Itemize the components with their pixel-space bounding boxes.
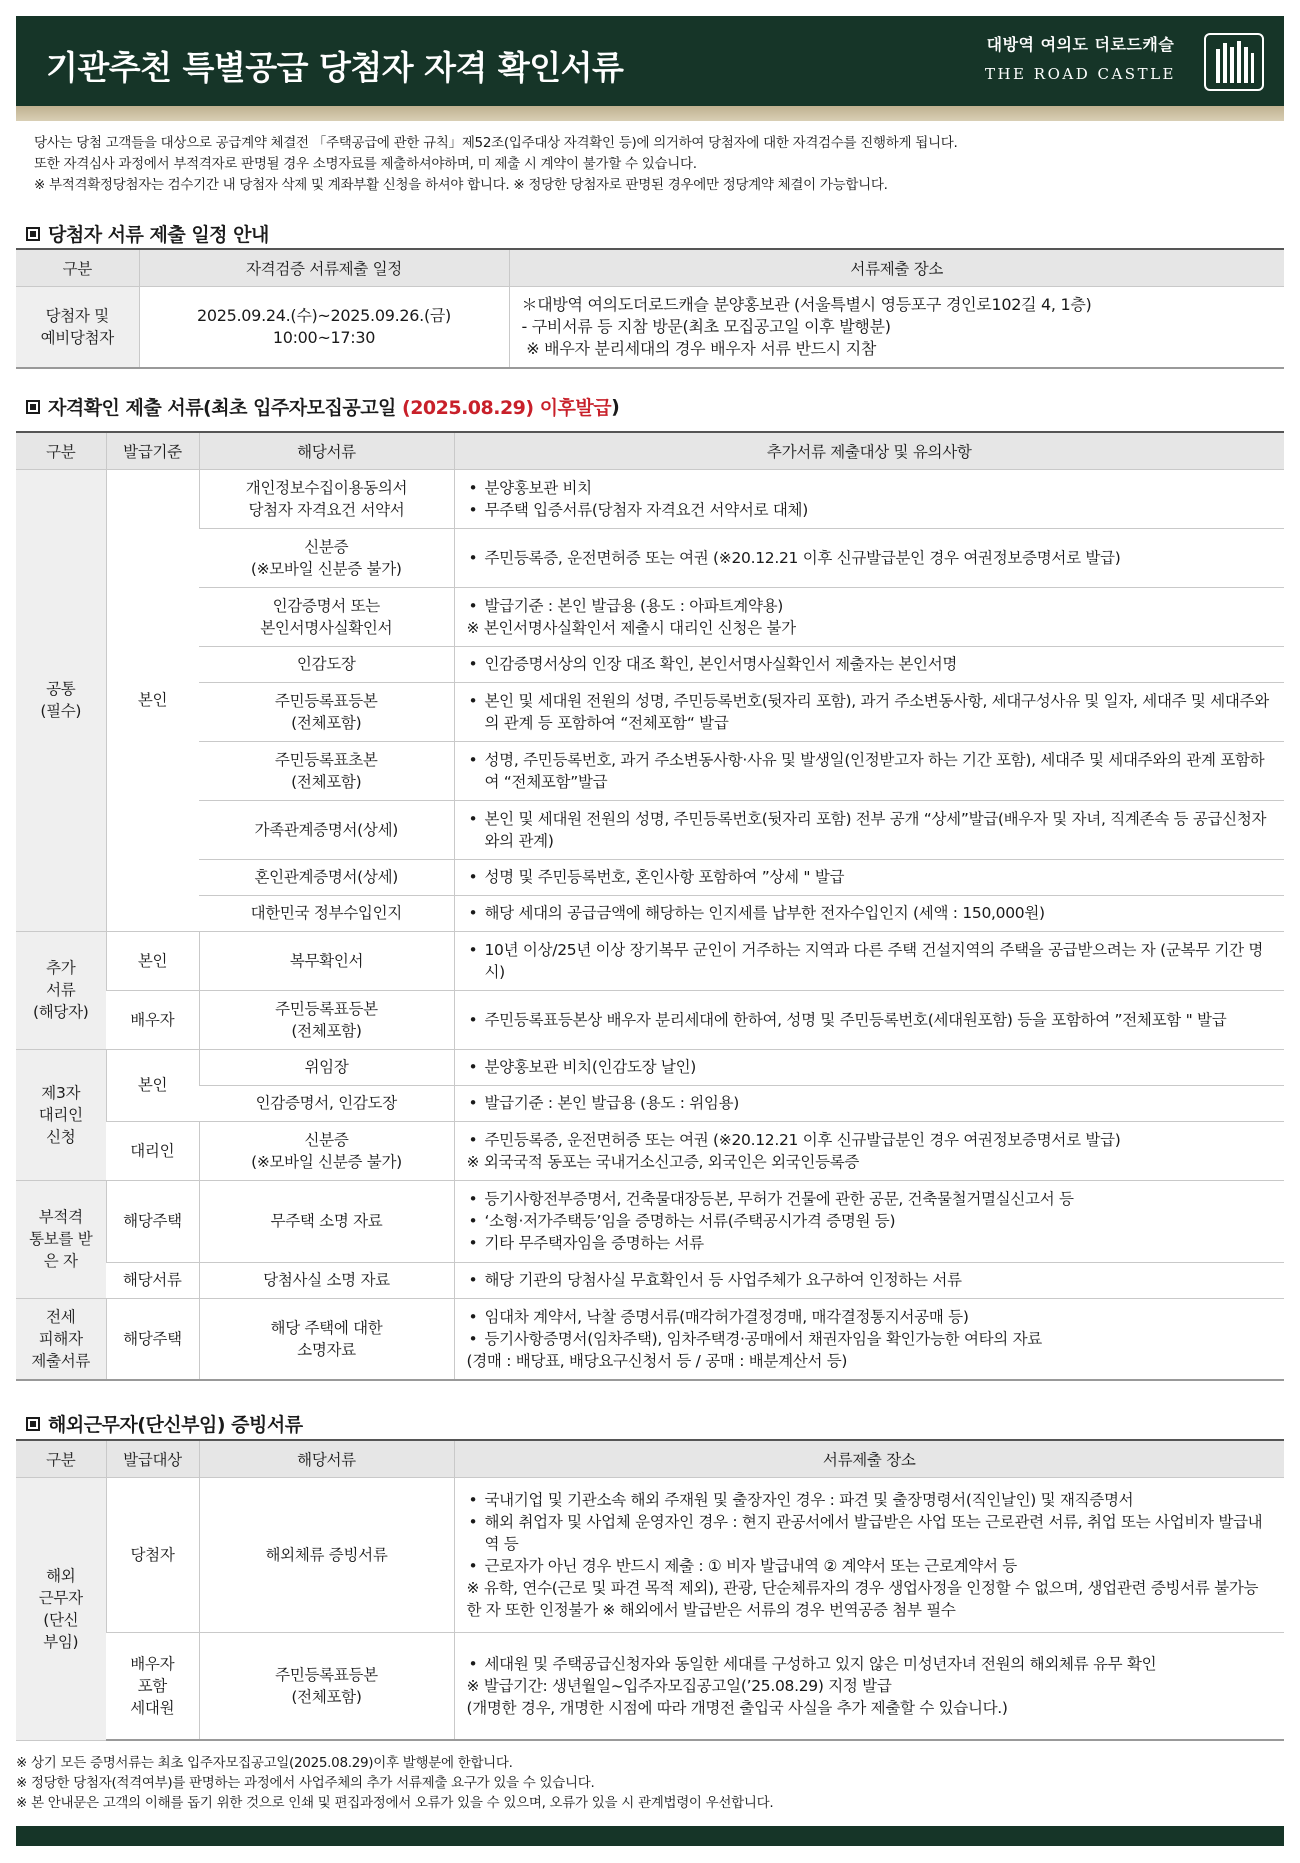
notes-cell — [454, 1298, 1284, 1380]
note-item: • 기타 무주택자임을 증명하는 서류 — [467, 1232, 1273, 1254]
table-row — [16, 646, 1284, 682]
column-header: 추가서류 제출대상 및 유의사항 — [454, 432, 1284, 469]
note-item: • 성명 및 주민등록번호, 혼인사항 포함하여 ”상세 " 발급 — [467, 866, 1273, 888]
column-header: 구분 — [16, 1440, 106, 1477]
doc-name: (전체포함) — [291, 1687, 362, 1706]
doc-name: 혼인관계증명서(상세) — [254, 868, 399, 886]
note-remark: ※ 본인서명사실확인서 제출시 대리인 신청은 불가 — [466, 618, 796, 637]
notes-cell — [454, 1180, 1284, 1262]
intro-line: 또한 자격심사 과정에서 부적격자로 판명될 경우 소명자료를 제출하셔야하며, 미 제출 시 계약이 불가할 수 있습니다. — [34, 156, 697, 172]
doc-name: 위임장 — [304, 1058, 349, 1076]
intro-line: 당사는 당첨 고객들을 대상으로 공급계약 체결전 「주택공급에 관한 규칙」제52조(입주대상 자격확인 등)에 의거하여 당첨자에 대한 자격검수를 진행하게 됩니다. — [34, 135, 958, 151]
doc-name: 신분증 — [304, 537, 349, 556]
table-row — [16, 587, 1284, 646]
cell-text: 예비당첨자 — [40, 328, 114, 347]
table-row — [16, 286, 1284, 368]
basis-cell: 배우자 포함 세대원 — [106, 1632, 199, 1740]
overseas-table — [16, 1439, 1284, 1741]
doc-name: 복무확인서 — [289, 951, 364, 970]
section-title-schedule — [26, 220, 269, 247]
footer-bar — [16, 1826, 1284, 1846]
doc-cell — [199, 1085, 454, 1121]
doc-name: 주민등록표등본 — [275, 999, 378, 1018]
doc-cell — [199, 469, 454, 528]
table-row — [16, 469, 1284, 528]
notes-cell — [454, 800, 1284, 859]
table-row — [16, 1298, 1284, 1380]
doc-name: 인감도장 — [296, 655, 356, 673]
doc-cell — [199, 682, 454, 741]
documents-table — [16, 431, 1284, 1381]
category-cell — [16, 286, 139, 368]
doc-cell — [199, 931, 454, 990]
doc-name: (전체포함) — [291, 1021, 362, 1040]
doc-cell — [199, 990, 454, 1049]
place-line: - 구비서류 등 지참 방문(최초 모집공고일 이후 발행분) — [521, 316, 891, 336]
note-remark: (경매 : 배당표, 배당요구신청서 등 / 공매 : 배분계산서 등) — [466, 1351, 848, 1370]
place-cell — [509, 286, 1284, 368]
doc-name: (※모바일 신분증 불가) — [250, 559, 402, 578]
section-title-overseas — [26, 1410, 303, 1437]
doc-name: (※모바일 신분증 불가) — [251, 1152, 402, 1171]
doc-name: 해당 주택에 대한 — [270, 1318, 383, 1337]
basis-cell: 해당서류 — [106, 1262, 199, 1298]
notes-cell — [454, 859, 1284, 895]
note-item: • 주민등록표등본상 배우자 분리세대에 한하여, 성명 및 주민등록번호(세대원포함) 등을 포함하여 ”전체포함 " 발급 — [467, 1009, 1273, 1031]
notes-cell — [454, 469, 1284, 528]
table-header-row — [16, 1440, 1284, 1477]
notes-cell — [454, 741, 1284, 800]
category-cell: 전세 피해자 제출서류 — [16, 1298, 106, 1380]
intro-text — [34, 133, 1274, 196]
basis-cell: 대리인 — [106, 1121, 199, 1180]
doc-cell — [199, 1121, 454, 1180]
doc-name: 당첨자 자격요건 서약서 — [248, 500, 405, 519]
note-item: • 무주택 입증서류(당첨자 자격요건 서약서로 대체) — [467, 499, 1273, 521]
doc-cell — [199, 859, 454, 895]
footer-note: ※ 본 안내문은 고객의 이해를 돕기 위한 것으로 인쇄 및 편집과정에서 오류가 있을 수 있으며, 오류가 있을 시 관계법령이 우선합니다. — [16, 1795, 774, 1811]
note-item: • 10년 이상/25년 이상 장기복무 군인이 거주하는 지역과 다른 주택 건설지역의 주택을 공급받으려는 자 (군복무 기간 명시) — [467, 939, 1273, 983]
place-line: ＊대방역 여의도더로드캐슬 분양홍보관 (서울특별시 영등포구 경인로102길 4, 1층) — [521, 294, 1092, 314]
basis-cell: 당첨자 — [106, 1477, 199, 1632]
table-row — [16, 528, 1284, 587]
column-header: 해당서류 — [199, 432, 454, 469]
note-remark: ※ 유학, 연수(근로 및 파견 목적 제외), 관광, 단순체류자의 경우 생업사정을 인정할 수 없으며, 생업관련 증빙서류 불가능한 자 또한 인정불가 ※ 해외에서 발급받은 서류의 경우 번역공증 첨부 필수 — [466, 1578, 1259, 1619]
doc-name: 본인서명사실확인서 — [260, 618, 393, 637]
table-row — [16, 895, 1284, 931]
note-item: • ‘소형·저가주택등’임을 증명하는 서류(주택공시가격 증명원 등) — [467, 1210, 1273, 1232]
doc-cell — [199, 587, 454, 646]
note-item: • 분양홍보관 비치(인감도장 날인) — [467, 1056, 1273, 1078]
section-title-documents — [26, 393, 619, 420]
note-item: • 임대차 계약서, 낙찰 증명서류(매각허가결정경매, 매각결정통지서공매 등) — [467, 1306, 1273, 1328]
note-item: • 등기사항증명서(임차주택), 임차주택경·공매에서 채권자임을 확인가능한 여타의 자료 — [467, 1328, 1273, 1350]
note-item: • 발급기준 : 본인 발급용 (용도 : 아파트계약용) — [467, 595, 1273, 617]
basis-cell: 본인 — [106, 1049, 199, 1121]
note-item: • 해외 취업자 및 사업체 운영자인 경우 : 현지 관공서에서 발급받은 사업 또는 근로관련 서류, 취업 또는 사업비자 발급내역 등 — [467, 1511, 1273, 1555]
brand-logo-icon — [1204, 33, 1264, 91]
column-header: 서류제출 장소 — [454, 1440, 1284, 1477]
doc-name: 주민등록표등본 — [274, 691, 378, 710]
table-header-row — [16, 249, 1284, 286]
column-header: 구분 — [16, 249, 139, 286]
column-header: 서류제출 장소 — [509, 249, 1284, 286]
basis-cell: 배우자 — [106, 990, 199, 1049]
intro-line: ※ 부적격확정당첨자는 검수기간 내 당첨자 삭제 및 계좌부활 신청을 하셔야 합니다. ※ 정당한 당첨자로 판명된 경우에만 정당계약 체결이 가능합니다. — [34, 177, 888, 193]
basis-cell: 해당주택 — [106, 1298, 199, 1380]
doc-name: 인감증명서, 인감도장 — [255, 1094, 397, 1112]
table-row — [16, 1180, 1284, 1262]
doc-name: (전체포함) — [291, 713, 362, 732]
section-marker-icon — [26, 1417, 40, 1431]
column-header: 구분 — [16, 432, 106, 469]
footer-notes — [16, 1753, 773, 1813]
doc-name: 인감증명서 또는 — [272, 596, 380, 615]
note-item: • 본인 및 세대원 전원의 성명, 주민등록번호(뒷자리 포함), 과거 주소변동사항, 세대구성사유 및 일자, 세대주 및 세대주와의 관계 등 포함하여 “전체포함“ 발급 — [467, 690, 1273, 734]
table-row — [16, 1262, 1284, 1298]
notes-cell — [454, 1121, 1284, 1180]
table-row — [16, 990, 1284, 1049]
place-line: ※ 배우자 분리세대의 경우 배우자 서류 반드시 지참 — [521, 338, 877, 358]
table-row — [16, 1049, 1284, 1085]
notes-cell — [454, 1632, 1284, 1740]
table-header-row — [16, 432, 1284, 469]
doc-name: 해외체류 증빙서류 — [265, 1545, 388, 1564]
section-title-text: 당첨자 서류 제출 일정 안내 — [48, 224, 269, 246]
notes-cell — [454, 990, 1284, 1049]
table-row — [16, 931, 1284, 990]
doc-cell — [199, 895, 454, 931]
header-accent-bar — [16, 106, 1284, 121]
notes-cell — [454, 528, 1284, 587]
note-item: • 근로자가 아닌 경우 반드시 제출 : ① 비자 발급내역 ② 계약서 또는 근로계약서 등 — [467, 1555, 1273, 1577]
doc-name: 주민등록표등본 — [275, 1665, 378, 1684]
section-title-text: 해외근무자(단신부임) 증빙서류 — [48, 1414, 303, 1436]
doc-cell — [199, 1477, 454, 1632]
note-item: • 발급기준 : 본인 발급용 (용도 : 위임용) — [467, 1092, 1273, 1114]
doc-cell — [199, 528, 454, 587]
doc-cell — [199, 741, 454, 800]
table-row — [16, 800, 1284, 859]
table-row — [16, 1085, 1284, 1121]
column-header: 발급기준 — [106, 432, 199, 469]
schedule-table — [16, 248, 1284, 369]
notes-cell — [454, 1085, 1284, 1121]
category-cell: 부적격 통보를 받 은 자 — [16, 1180, 106, 1298]
schedule-time: 10:00~17:30 — [272, 327, 376, 347]
column-header: 해당서류 — [199, 1440, 454, 1477]
doc-name: 신분증 — [304, 1130, 349, 1149]
section-marker-icon — [26, 227, 40, 241]
notes-cell — [454, 1477, 1284, 1632]
doc-name: 주민등록표초본 — [274, 750, 378, 769]
doc-cell — [199, 1180, 454, 1262]
table-row — [16, 1477, 1284, 1632]
category-cell: 해외 근무자 (단신 부임) — [16, 1477, 106, 1740]
doc-cell — [199, 1632, 454, 1740]
note-item: • 해당 세대의 공급금액에 해당하는 인지세를 납부한 전자수입인지 (세액 : 150,000원) — [467, 902, 1273, 924]
note-item: • 인감증명서상의 인장 대조 확인, 본인서명사실확인서 제출자는 본인서명 — [467, 653, 1273, 675]
schedule-cell — [139, 286, 509, 368]
table-row — [16, 1632, 1284, 1740]
notes-cell — [454, 931, 1284, 990]
page-title: 기관추천 특별공급 당첨자 자격 확인서류 — [46, 48, 624, 87]
schedule-date: 2025.09.24.(수)~2025.09.26.(금) — [197, 305, 451, 325]
page-header — [16, 16, 1284, 106]
doc-name: 당첨사실 소명 자료 — [263, 1271, 390, 1289]
note-item: • 주민등록증, 운전면허증 또는 여권 (※20.12.21 이후 신규발급분인 경우 여권정보증명서로 발급) — [467, 1129, 1273, 1151]
category-cell: 제3자 대리인 신청 — [16, 1049, 106, 1180]
footer-note: ※ 정당한 당첨자(적격여부)를 판명하는 과정에서 사업주체의 추가 서류제출 요구가 있을 수 있습니다. — [16, 1775, 595, 1791]
table-row — [16, 859, 1284, 895]
column-header: 발급대상 — [106, 1440, 199, 1477]
note-item: • 주민등록증, 운전면허증 또는 여권 (※20.12.21 이후 신규발급분인 경우 여권정보증명서로 발급) — [467, 547, 1273, 569]
doc-name: 무주택 소명 자료 — [270, 1212, 383, 1230]
notes-cell — [454, 646, 1284, 682]
category-cell: 추가 서류 (해당자) — [16, 931, 106, 1049]
doc-name: 대한민국 정부수입인지 — [250, 904, 402, 922]
doc-name: 개인정보수집이용동의서 — [245, 478, 408, 497]
notes-cell — [454, 587, 1284, 646]
note-item: • 분양홍보관 비치 — [467, 477, 1273, 499]
doc-name: 소명자료 — [297, 1340, 356, 1359]
doc-cell — [199, 646, 454, 682]
doc-cell — [199, 1049, 454, 1085]
column-header: 자격검증 서류제출 일정 — [139, 249, 509, 286]
notes-cell — [454, 682, 1284, 741]
note-item: • 등기사항전부증명서, 건축물대장등본, 무허가 건물에 관한 공문, 건축물철거멸실신고서 등 — [467, 1188, 1273, 1210]
basis-cell: 본인 — [106, 931, 199, 990]
table-row — [16, 1121, 1284, 1180]
note-item: • 세대원 및 주택공급신청자와 동일한 세대를 구성하고 있지 않은 미성년자녀 전원의 해외체류 유무 확인 — [467, 1653, 1273, 1675]
note-remark: ※ 발급기간: 생년월일~입주자모집공고일(’25.08.29) 지정 발급 (개명한 경우, 개명한 시점에 따라 개명전 출입국 사실을 추가 제출할 수 있습니다.) — [466, 1676, 1008, 1717]
doc-cell — [199, 1262, 454, 1298]
table-row — [16, 741, 1284, 800]
section-title-text: ) — [611, 395, 620, 418]
note-item: • 국내기업 및 기관소속 해외 주재원 및 출장자인 경우 : 파견 및 출장명령서(직인날인) 및 재직증명서 — [467, 1489, 1273, 1511]
doc-cell — [199, 1298, 454, 1380]
note-remark: ※ 외국국적 동포는 국내거소신고증, 외국인은 외국인등록증 — [466, 1152, 860, 1171]
brand-name — [985, 32, 1176, 83]
note-item: • 성명, 주민등록번호, 과거 주소변동사항·사유 및 발생일(인정받고자 하는 기간 포함), 세대주 및 세대주와의 관계 포함하여 “전체포함”발급 — [467, 749, 1273, 793]
brand-name-korean: 대방역 여의도 더로드캐슬 — [986, 35, 1175, 54]
section-title-highlight: (2025.08.29) 이후발급 — [402, 397, 612, 419]
notes-cell — [454, 895, 1284, 931]
notes-cell — [454, 1262, 1284, 1298]
note-item: • 해당 기관의 당첨사실 무효확인서 등 사업주체가 요구하여 인정하는 서류 — [467, 1269, 1273, 1291]
cell-text: 당첨자 및 — [45, 306, 109, 325]
doc-name: 가족관계증명서(상세) — [254, 820, 399, 839]
basis-cell: 본인 — [106, 469, 199, 931]
section-marker-icon — [26, 400, 40, 414]
basis-cell: 해당주택 — [106, 1180, 199, 1262]
footer-note: ※ 상기 모든 증명서류는 최초 입주자모집공고일(2025.08.29)이후 발행분에 한합니다. — [16, 1755, 513, 1771]
section-title-text: 자격확인 제출 서류(최초 입주자모집공고일 — [48, 397, 403, 419]
notes-cell — [454, 1049, 1284, 1085]
doc-cell — [199, 800, 454, 859]
brand-name-english: THE ROAD CASTLE — [984, 65, 1176, 83]
doc-name: (전체포함) — [291, 772, 362, 791]
category-cell: 공통 (필수) — [16, 469, 106, 931]
note-item: • 본인 및 세대원 전원의 성명, 주민등록번호(뒷자리 포함) 전부 공개 “상세”발급(배우자 및 자녀, 직계존속 등 공급신청자와의 관계) — [467, 808, 1273, 852]
table-row — [16, 682, 1284, 741]
